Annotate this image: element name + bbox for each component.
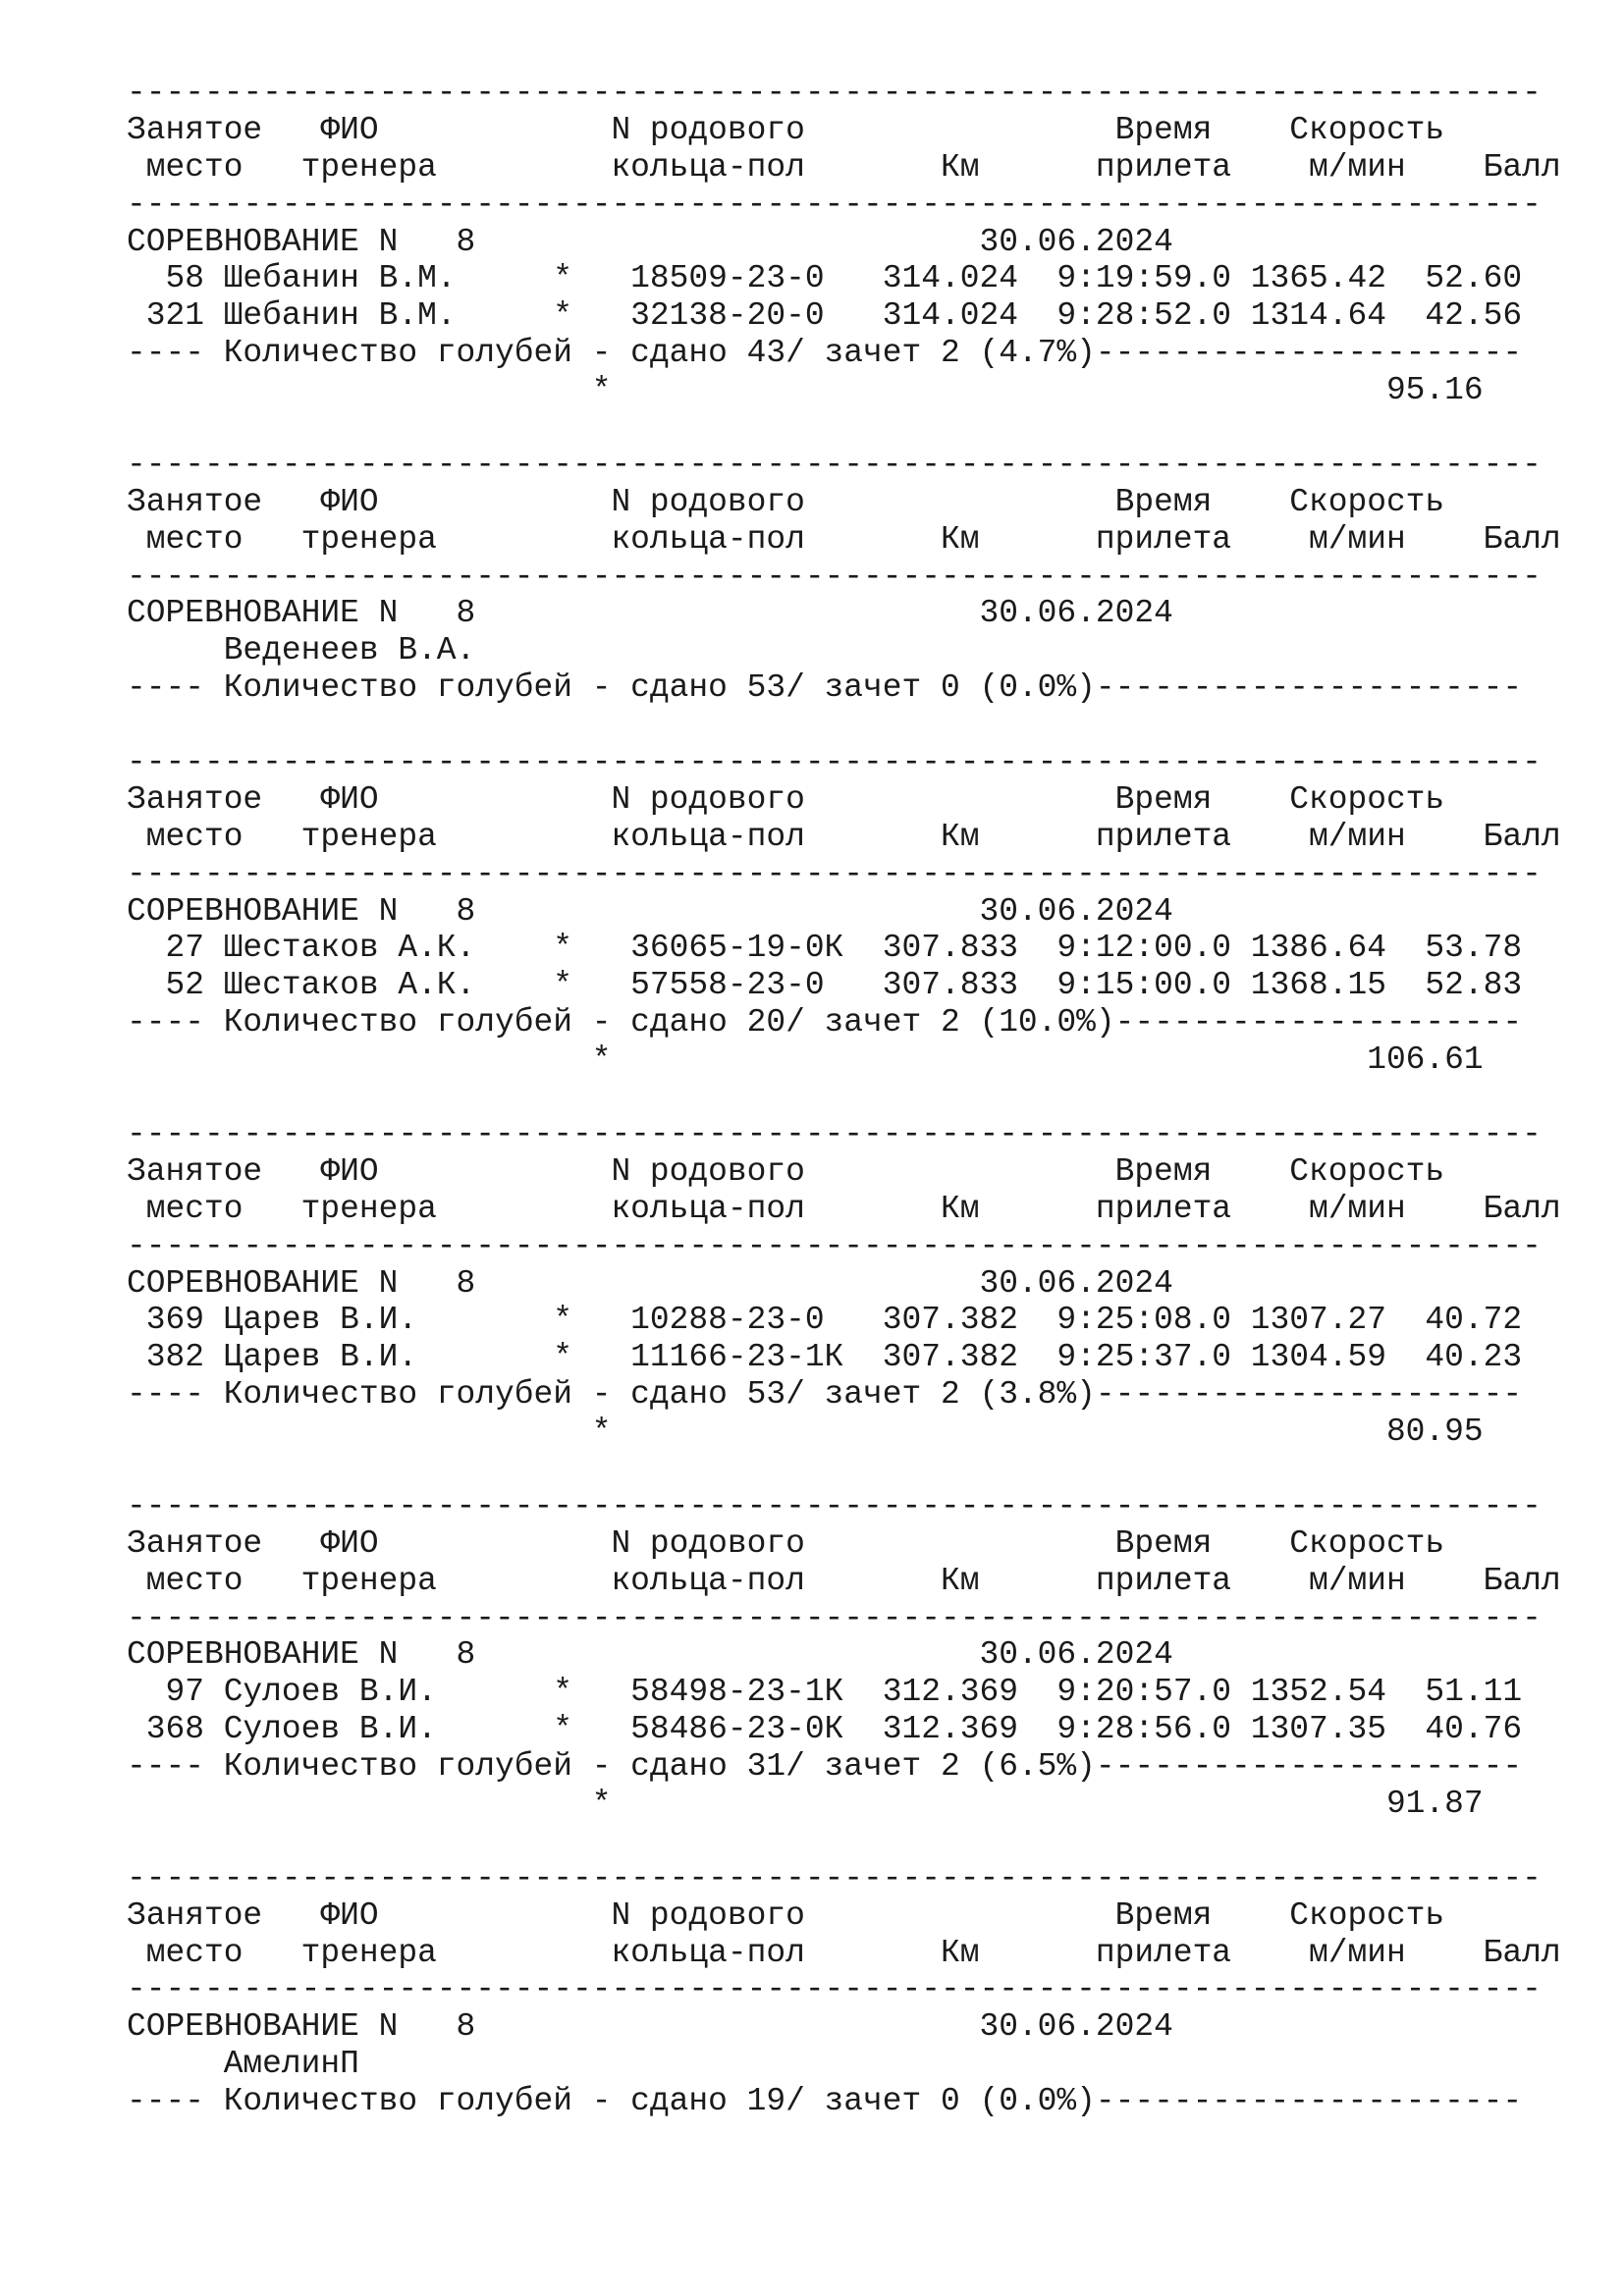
separator-line: -------------------------------------------------------------------------: [127, 1115, 1542, 1152]
result-row: 58 Шебанин В.М. * 18509-23-0 314.024 9:19:59.0 1365.42 52.60: [127, 260, 1523, 297]
result-row: Веденеев В.А.: [127, 632, 476, 669]
summary-line: ---- Количество голубей - сдано 43/ зачет 2 (4.7%)----------------------: [127, 335, 1523, 372]
blank-line: [127, 707, 1561, 744]
competition-line: СОРЕВНОВАНИЕ N 8 30.06.2024: [127, 2008, 1173, 2046]
result-row: 52 Шестаков А.К. * 57558-23-0 307.833 9:15:00.0 1368.15 52.83: [127, 967, 1523, 1004]
result-row: 97 Сулоев В.И. * 58498-23-1К 312.369 9:20:57.0 1352.54 51.11: [127, 1674, 1523, 1711]
total-line: * 106.61: [127, 1041, 1484, 1079]
column-header-line-1: Занятое ФИО N родового Время Скорость: [127, 1896, 1561, 1934]
column-header-line-1: Занятое ФИО N родового Время Скорость: [127, 483, 1561, 520]
column-header-line-1: Занятое ФИО N родового Время Скорость: [127, 111, 1561, 148]
blank-line: [127, 1823, 1561, 1860]
column-header-line-2: место тренера кольца-пол Км прилета м/мин Балл: [127, 520, 1561, 558]
separator-line: -------------------------------------------------------------------------: [127, 1599, 1542, 1636]
column-header-line-2: место тренера кольца-пол Км прилета м/мин Балл: [127, 1562, 1561, 1599]
total-line: * 80.95: [127, 1414, 1484, 1451]
result-row: АмелинП: [127, 2046, 359, 2083]
competition-line: СОРЕВНОВАНИЕ N 8 30.06.2024: [127, 223, 1173, 260]
competition-line: СОРЕВНОВАНИЕ N 8 30.06.2024: [127, 1636, 1173, 1674]
separator-line: -------------------------------------------------------------------------: [127, 1487, 1542, 1524]
separator-line: -------------------------------------------------------------------------: [127, 186, 1542, 223]
separator-line: -------------------------------------------------------------------------: [127, 855, 1542, 892]
blank-line: [127, 1451, 1561, 1488]
blank-line: [127, 2120, 1561, 2158]
column-header-line-2: место тренера кольца-пол Км прилета м/мин Балл: [127, 1190, 1561, 1227]
results-report: [127, 75, 1561, 2158]
summary-line: ---- Количество голубей - сдано 53/ зачет 0 (0.0%)----------------------: [127, 669, 1523, 707]
column-header-line-1: Занятое ФИО N родового Время Скорость: [127, 1152, 1561, 1190]
separator-line: -------------------------------------------------------------------------: [127, 75, 1542, 111]
result-row: 382 Царев В.И. * 11166-23-1К 307.382 9:25:37.0 1304.59 40.23: [127, 1339, 1523, 1376]
summary-line: ---- Количество голубей - сдано 53/ зачет 2 (3.8%)----------------------: [127, 1376, 1523, 1414]
blank-line: [127, 1079, 1561, 1116]
total-line: * 95.16: [127, 372, 1484, 409]
blank-line: [127, 409, 1561, 447]
summary-line: ---- Количество голубей - сдано 20/ зачет 2 (10.0%)---------------------: [127, 1004, 1523, 1041]
summary-line: ---- Количество голубей - сдано 31/ зачет 2 (6.5%)----------------------: [127, 1748, 1523, 1786]
total-line: * 91.87: [127, 1785, 1484, 1822]
result-row: 369 Царев В.И. * 10288-23-0 307.382 9:25:08.0 1307.27 40.72: [127, 1302, 1523, 1339]
separator-line: -------------------------------------------------------------------------: [127, 1227, 1542, 1264]
result-row: 368 Сулоев В.И. * 58486-23-0К 312.369 9:28:56.0 1307.35 40.76: [127, 1711, 1523, 1748]
competition-line: СОРЕВНОВАНИЕ N 8 30.06.2024: [127, 1264, 1173, 1302]
result-row: 321 Шебанин В.М. * 32138-20-0 314.024 9:28:52.0 1314.64 42.56: [127, 297, 1523, 335]
competition-line: СОРЕВНОВАНИЕ N 8 30.06.2024: [127, 595, 1173, 632]
result-row: 27 Шестаков А.К. * 36065-19-0К 307.833 9:12:00.0 1386.64 53.78: [127, 930, 1523, 967]
column-header-line-2: место тренера кольца-пол Км прилета м/мин Балл: [127, 148, 1561, 186]
separator-line: -------------------------------------------------------------------------: [127, 1859, 1542, 1896]
separator-line: -------------------------------------------------------------------------: [127, 558, 1542, 595]
summary-line: ---- Количество голубей - сдано 19/ зачет 0 (0.0%)----------------------: [127, 2083, 1523, 2120]
column-header-line-1: Занятое ФИО N родового Время Скорость: [127, 780, 1561, 818]
column-header-line-1: Занятое ФИО N родового Время Скорость: [127, 1524, 1561, 1562]
competition-line: СОРЕВНОВАНИЕ N 8 30.06.2024: [127, 892, 1173, 930]
column-header-line-2: место тренера кольца-пол Км прилета м/мин Балл: [127, 1934, 1561, 1971]
column-header-line-2: место тренера кольца-пол Км прилета м/мин Балл: [127, 818, 1561, 855]
separator-line: -------------------------------------------------------------------------: [127, 744, 1542, 781]
separator-line: -------------------------------------------------------------------------: [127, 446, 1542, 483]
separator-line: -------------------------------------------------------------------------: [127, 1971, 1542, 2008]
